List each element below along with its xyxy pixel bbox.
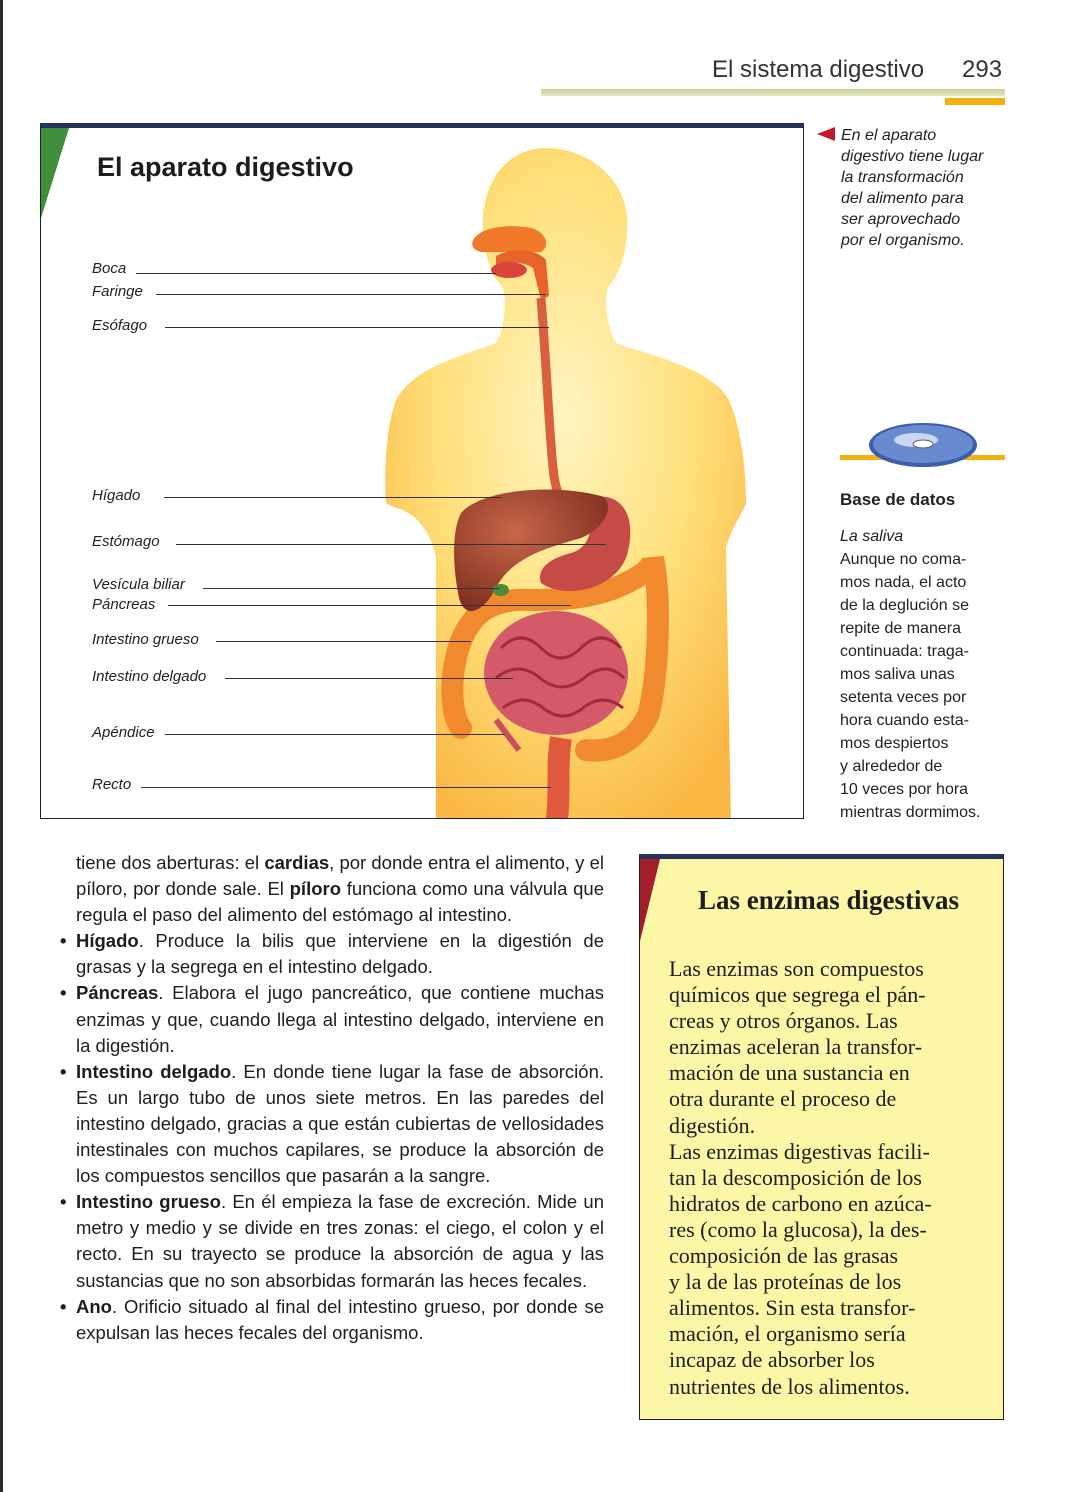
database-line: repite de manera — [840, 620, 961, 637]
digestive-system-illustration — [41, 128, 804, 819]
database-line: de la deglución se — [840, 597, 969, 614]
figure-title: El aparato digestivo — [97, 152, 354, 182]
label-recto: Recto — [92, 776, 132, 793]
bullet-term: Ano — [76, 1295, 112, 1317]
leader-line — [156, 294, 546, 295]
database-line: setenta veces por — [840, 689, 967, 706]
note-line: ser aprovechado — [841, 211, 961, 228]
leader-line — [225, 678, 513, 679]
database-line: continuada: traga- — [840, 643, 969, 660]
header-rule-accent — [945, 98, 1005, 105]
enzymes-line: incapaz de absorber los — [669, 1347, 875, 1373]
enzymes-line: nutrientes de los alimentos. — [669, 1373, 910, 1399]
cd-disc-icon — [868, 420, 978, 470]
digestive-system-figure — [40, 123, 804, 819]
rectum — [556, 738, 561, 819]
enzymes-line: digestión. — [669, 1112, 756, 1138]
intro-text: , por donde entra el alimento, y el píloro, por donde sale. El — [76, 852, 604, 900]
label-esofago: Esófago — [92, 317, 148, 334]
database-line: hora cuando esta- — [840, 712, 969, 729]
enzymes-box-title: Las enzimas digestivas — [698, 885, 960, 915]
bullet-text: . En él empieza la fase de excreción. Mide un metro y medio y se divide en tres zonas: el ciego, el colon y el recto. En su trayecto se produce la absorción de agua y las sustancias que no son absorbidas formarán las heces fecales. — [76, 1191, 604, 1291]
leader-line — [168, 605, 571, 606]
bullet-text: . Elabora el jugo pancreático, que contiene muchas enzimas y que, cuando llega al intestino delgado, interviene en la digestión. — [76, 982, 604, 1056]
note-arrow-icon — [817, 127, 835, 141]
enzymes-line: alimentos. Sin esta transfor- — [669, 1295, 916, 1321]
bullet-intestino-delgado — [60, 1059, 604, 1189]
term-cardias: cardias — [264, 852, 330, 873]
database-line: mientras dormimos. — [840, 804, 981, 821]
bullet-term: Intestino delgado — [76, 1060, 232, 1082]
figure-caption-note — [841, 125, 1011, 251]
leader-line — [165, 327, 549, 328]
page-spine — [0, 0, 3, 1492]
note-line: digestivo tiene lugar — [841, 148, 984, 165]
bullet-text: . Orificio situado al final del intestino grueso, por donde se expulsan las heces fecales del organismo. — [76, 1295, 604, 1343]
enzymes-line: creas y otros órganos. Las — [669, 1008, 898, 1034]
chapter-title: El sistema digestivo — [712, 56, 925, 83]
label-higado: Hígado — [92, 487, 141, 504]
leader-line — [176, 544, 606, 545]
database-line: 10 veces por hora — [840, 781, 969, 798]
database-body — [840, 525, 1010, 824]
intro-paragraph — [76, 850, 604, 928]
bullet-text: . Produce la bilis que interviene en la digestión de grasas y la segrega en el intestino delgado. — [76, 930, 604, 978]
box-corner-triangle — [640, 859, 660, 941]
database-line: mos nada, el acto — [840, 574, 967, 591]
intro-text: funciona como una válvula que regula el paso del alimento del estómago al intestino. — [76, 878, 605, 926]
bullet-dot: • — [60, 1191, 67, 1213]
tongue — [491, 262, 527, 278]
leader-line — [141, 787, 551, 788]
bullet-intestino-grueso — [60, 1189, 604, 1293]
bullet-pancreas — [60, 980, 604, 1058]
note-line: por el organismo. — [841, 232, 965, 249]
leader-line — [216, 641, 471, 642]
database-title: Base de datos — [840, 490, 956, 509]
database-line: Aunque no coma- — [840, 551, 967, 568]
term-piloro: píloro — [289, 878, 342, 900]
enzymes-line: tan la descomposición de los — [669, 1164, 922, 1190]
enzymes-line: mación, el organismo sería — [669, 1321, 906, 1347]
label-apendice: Apéndice — [92, 724, 155, 741]
label-estomago: Estómago — [92, 533, 160, 550]
bullet-dot: • — [60, 1295, 67, 1317]
label-pancreas: Páncreas — [92, 596, 156, 613]
bullet-term: Hígado — [76, 930, 139, 952]
bullet-dot: • — [60, 982, 67, 1004]
bullet-term: Intestino grueso — [76, 1191, 221, 1213]
leader-line — [203, 588, 499, 589]
enzymes-line: químicos que segrega el pán- — [669, 982, 926, 1008]
label-boca: Boca — [92, 260, 127, 277]
bullet-dot: • — [60, 930, 67, 952]
note-line: del alimento para — [841, 190, 964, 207]
label-faringe: Faringe — [92, 283, 143, 300]
enzymes-box-body — [669, 956, 991, 1400]
note-line: En el aparato — [841, 127, 937, 144]
note-line: la transformación — [841, 169, 964, 186]
leader-line — [164, 497, 501, 498]
database-subtitle: La saliva — [840, 528, 904, 545]
enzymes-line: hidratos de carbono en azúca- — [669, 1190, 932, 1216]
page-number: 293 — [962, 56, 1003, 83]
label-intestino-grueso: Intestino grueso — [92, 631, 199, 648]
label-vesicula-biliar: Vesícula biliar — [92, 576, 185, 593]
enzymes-line: Las enzimas son compuestos — [669, 956, 924, 981]
leader-line — [165, 734, 505, 735]
database-line: mos despiertos — [840, 735, 949, 752]
enzymes-sidebar-box — [639, 854, 1004, 1420]
bullet-higado — [60, 928, 604, 980]
enzymes-line: enzimas aceleran la transfor- — [669, 1034, 923, 1060]
bullet-text: . En donde tiene lugar la fase de absorción. Es un largo tubo de unos siete metros. En las paredes del intestino delgado, gracias a que están cubiertas de vellosidades intestinales con muchos capilares, se produce la absorción de los compuestos sencillos que pasarán a la sangre. — [76, 1060, 604, 1187]
gallbladder — [493, 584, 509, 596]
bullet-ano — [60, 1294, 604, 1346]
enzymes-line: mación de una sustancia en — [669, 1060, 910, 1086]
enzymes-line: composición de las grasas — [669, 1243, 899, 1269]
header-rule — [541, 89, 1005, 96]
bullet-dot: • — [60, 1060, 67, 1082]
label-intestino-delgado: Intestino delgado — [92, 668, 207, 685]
main-text — [60, 850, 605, 1346]
leader-line — [136, 273, 496, 274]
enzymes-line: otra durante el proceso de — [669, 1086, 897, 1112]
enzymes-line: res (como la glucosa), la des- — [669, 1216, 927, 1242]
bullet-term: Páncreas — [76, 982, 159, 1004]
database-line: mos saliva unas — [840, 666, 955, 683]
enzymes-line: Las enzimas digestivas facili- — [669, 1138, 930, 1164]
intro-text: tiene dos aberturas: el — [76, 852, 265, 873]
enzymes-line: y la de las proteínas de los — [669, 1269, 902, 1295]
database-line: y alrededor de — [840, 758, 943, 775]
